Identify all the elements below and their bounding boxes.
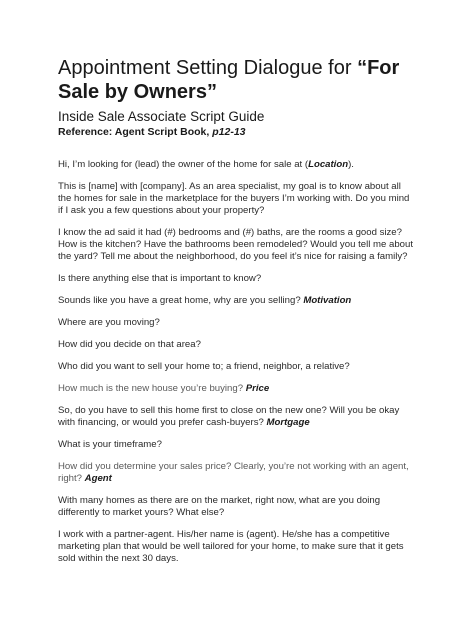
- paragraph-marketing: With many homes as there are on the market, right now, what are you doing differently to market yours? What else?: [58, 495, 381, 518]
- paragraph-motivation: [58, 295, 416, 307]
- paragraph-intro: This is [name] with [company]. As an area specialist, my goal is to know about all the homes for sale in the marketplace for the buyers I’m working with. Do you mind if I ask you a few questions about your property?: [58, 181, 410, 216]
- keyword-motivation: Motivation: [303, 295, 352, 306]
- paragraph-text: How did you determine your sales price? Clearly, you’re not working with an agent, right?: [58, 461, 409, 484]
- paragraph-text: How much is the new house you’re buying?: [58, 383, 246, 394]
- reference-label: Reference: Agent Script Book,: [58, 126, 213, 138]
- title-text: Appointment Setting Dialogue for: [58, 57, 358, 79]
- keyword-location: Location: [308, 159, 349, 170]
- paragraph-partner-agent: I work with a partner-agent. His/her name is (agent). He/she has a competitive marketing plan that would be well tailored for your home, to make sure that it gets sold within the next 30 days.: [58, 529, 404, 564]
- paragraph-text: So, do you have to sell this home first to close on the new one? Will you be okay with financing, or would you prefer cash-buyers?: [58, 405, 400, 428]
- page-title: [58, 56, 416, 104]
- paragraph-text: ).: [348, 159, 354, 170]
- reference-pages: p12-13: [212, 126, 246, 138]
- subtitle: Inside Sale Associate Script Guide: [58, 109, 265, 124]
- paragraph-text: Hi, I’m looking for (lead) the owner of the home for sale at (: [58, 159, 309, 170]
- reference-line: [58, 126, 416, 139]
- paragraph-mortgage: [58, 405, 416, 429]
- title-emphasis: “For Sale by Owners”: [58, 57, 400, 103]
- script-body: [58, 159, 416, 565]
- paragraph-area: How did you decide on that area?: [58, 339, 201, 350]
- paragraph-timeframe: What is your timeframe?: [58, 439, 162, 450]
- paragraph-greeting: [58, 159, 416, 171]
- paragraph-anything-else: Is there anything else that is important to know?: [58, 273, 262, 284]
- keyword-agent: Agent: [84, 473, 112, 484]
- paragraph-price: [58, 383, 416, 395]
- paragraph-agent: [58, 461, 416, 485]
- paragraph-sell-to: Who did you want to sell your home to; a friend, neighbor, a relative?: [58, 361, 350, 372]
- keyword-mortgage: Mortgage: [266, 417, 310, 428]
- paragraph-moving: Where are you moving?: [58, 317, 160, 328]
- keyword-price: Price: [245, 383, 270, 394]
- paragraph-text: Sounds like you have a great home, why are you selling?: [58, 295, 304, 306]
- paragraph-property-questions: I know the ad said it had (#) bedrooms and (#) baths, are the rooms a good size? How is the kitchen? Have the bathrooms been remodeled? Would you tell me about the yard? Tell me about the neighborhood, do you feel it’s nice for raising a family?: [58, 227, 413, 262]
